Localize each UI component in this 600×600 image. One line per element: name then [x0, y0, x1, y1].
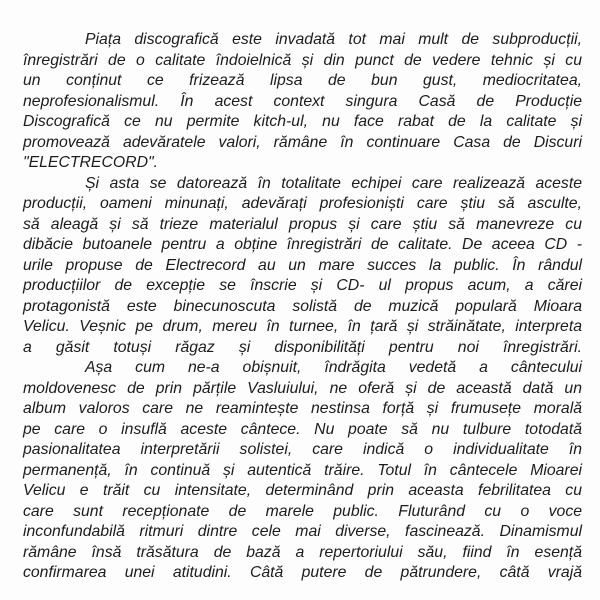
text-line: pe care o insuflă aceste cântece. Nu poate să nu tulbure totodată: [23, 420, 582, 438]
text-line: Velicu e trăit cu intensitate, determinând prin aceasta febrilitatea cu: [23, 482, 582, 499]
text-line: Velicu. Veșnic pe drum, mereu în turnee, în țară și străinătate, interpreta: [23, 318, 582, 335]
text-line: a găsit totuși răgaz și disponibilități pentru noi înregistrări.: [23, 338, 582, 356]
paragraph-3: [23, 358, 582, 584]
paragraph-2: [23, 174, 582, 359]
text-line: confirmarea unei atitudini. Câtă putere de pătrundere, câtă vrajă: [23, 564, 582, 581]
text-line: urile propuse de Electrecord au un mare succes la public. În rândul: [23, 256, 582, 274]
text-line: Și asta se datorează în totalitate echipei care realizează aceste: [85, 174, 582, 192]
text-line: rămâne însă trăsătura de bază a repertoriului său, fiind în esență: [23, 543, 582, 561]
text-line: înregistrări de o calitate îndoielnică și din punct de vedere tehnic și cu: [23, 51, 582, 69]
text-line: neprofesionalismul. În acest context singura Casă de Producție: [23, 92, 582, 110]
text-line: "ELECTRECORD".: [23, 154, 158, 171]
text-line: Așa cum ne-a obișnuit, îndrăgita vedetă a cântecului: [85, 359, 582, 376]
text-line: permanență, în continuă și autentică trăire. Totul în cântecele Mioarei: [23, 461, 582, 479]
text-line: Piața discografică este invadată tot mai mult de subproducții,: [85, 31, 582, 48]
text-line: un conținut ce frizează lipsa de bun gust, mediocritatea,: [23, 72, 582, 89]
text-line: protagonistă este binecunoscuta solistă de muzică populară Mioara: [23, 297, 582, 315]
text-line: producțiilor de excepție se înscrie și CD- ul propus acum, a cărei: [23, 277, 582, 294]
text-line: Discografică ce nu permite kitch-ul, nu face rabat de la calitate și: [23, 113, 582, 130]
text-line: promovează adevăratele valori, rămâne în continuare Casa de Discuri: [23, 133, 582, 151]
text-line: moldovenesc de prin părțile Vasluiului, ne oferă și de această dată un: [23, 379, 582, 397]
text-line: inconfundabilă ritmuri dintre cele mai diverse, fascinează. Dinamismul: [23, 523, 582, 540]
text-line: album valoros care ne reamintește nestinsa forță și frumusețe morală: [23, 400, 582, 417]
text-line: dibăcie butoanele pentru a obține înregistrări de calitate. De aceea CD -: [23, 236, 582, 253]
text-line: să aleagă și să trieze materialul propus și care știu să manevreze cu: [23, 215, 582, 233]
paragraph-1: [23, 30, 582, 174]
text-line: producții, oameni minunați, adevărați profesioniști care știu să asculte,: [23, 195, 582, 212]
text-line: care sunt recepționate de marele public. Fluturând cu o voce: [23, 502, 582, 520]
text-line: pasionalitatea interpretării solistei, care indică o individualitate în: [23, 441, 582, 458]
